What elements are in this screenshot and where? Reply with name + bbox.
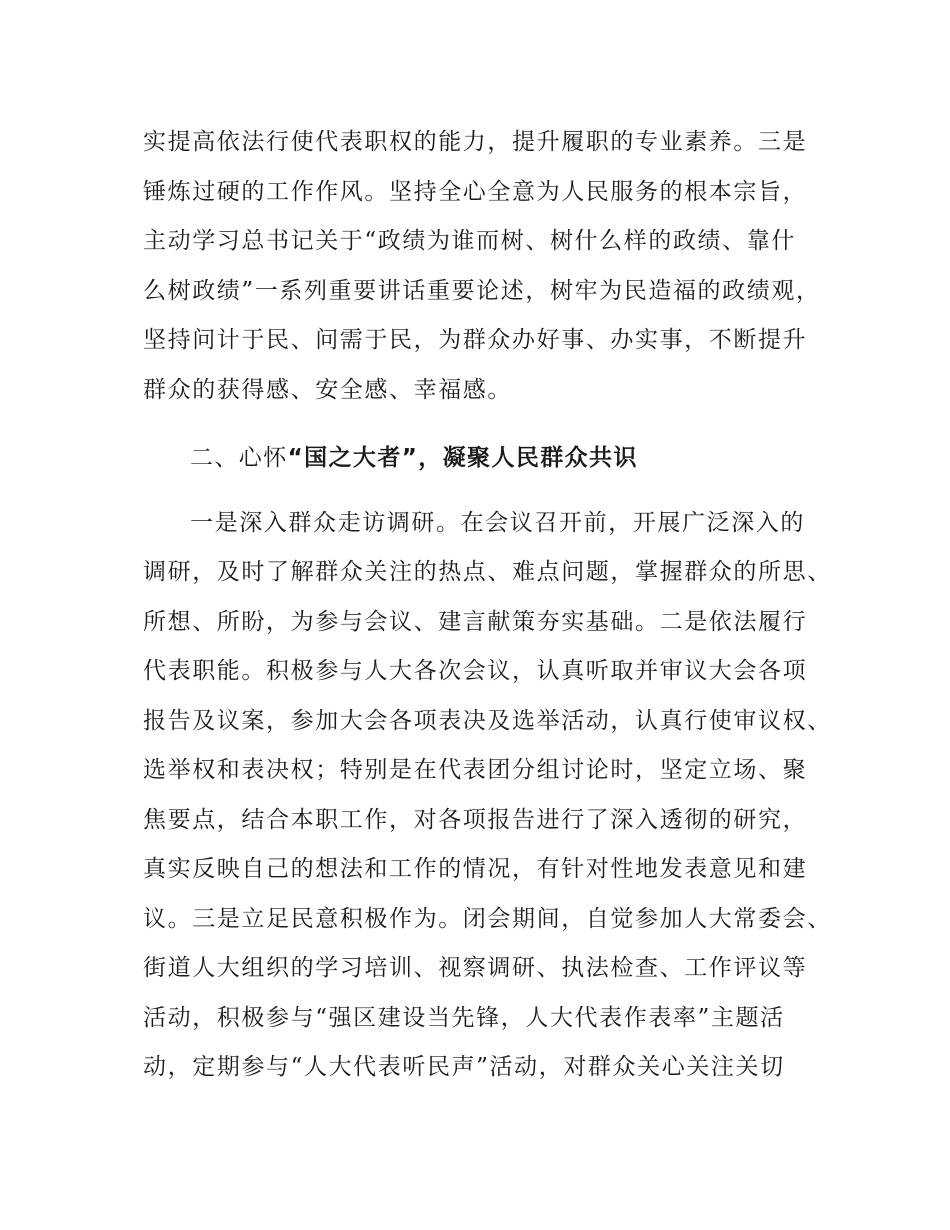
- paragraph2-line-1: 一是深入群众走访调研。在会议召开前，开展广泛深入的: [190, 510, 805, 536]
- paragraph2-line-2: 调研，及时了解群众关注的热点、难点问题，掌握群众的所思、: [143, 559, 832, 585]
- paragraph2-line-6: 选举权和表决权；特别是在代表团分组讨论时，坚定立场、聚: [143, 757, 808, 783]
- section-heading: [190, 443, 638, 473]
- paragraph2-line-12: 动，定期参与“人大代表听民声”活动，对群众关心关注关切: [143, 1054, 785, 1080]
- paragraph1-line-1: 实提高依法行使代表职权的能力，提升履职的专业素养。三是: [143, 129, 808, 155]
- paragraph2-line-11: 活动，积极参与“强区建设当先锋，人大代表作表率”主题活: [143, 1005, 785, 1031]
- paragraph2-line-4: 代表职能。积极参与人大各次会议，认真听取并审议大会各项: [143, 658, 808, 684]
- section-heading-bold: “国之大者”，凝聚人民群众共识: [287, 445, 638, 471]
- paragraph2-line-8: 真实反映自己的想法和工作的情况，有针对性地发表意见和建: [143, 856, 808, 882]
- paragraph1-line-5: 坚持问计于民、问需于民，为群众办好事、办实事，不断提升: [143, 327, 808, 353]
- paragraph1-line-3: 主动学习总书记关于“政绩为谁而树、树什么样的政绩、靠什: [143, 228, 796, 254]
- paragraph2-line-9: 议。三是立足民意积极作为。闭会期间，自觉参加人大常委会、: [143, 906, 832, 932]
- paragraph1-line-4: 么树政绩”一系列重要讲话重要论述，树牢为民造福的政绩观，: [143, 278, 821, 304]
- paragraph2-line-5: 报告及议案，参加大会各项表决及选举活动，认真行使审议权、: [143, 708, 832, 734]
- paragraph2-line-3: 所想、所盼，为参与会议、建言献策夯实基础。二是依法履行: [143, 609, 808, 635]
- paragraph1-line-2: 锤炼过硬的工作作风。坚持全心全意为人民服务的根本宗旨，: [143, 179, 808, 205]
- paragraph1-line-6: 群众的获得感、安全感、幸福感。: [143, 377, 512, 403]
- paragraph2-line-7: 焦要点，结合本职工作，对各项报告进行了深入透彻的研究，: [143, 807, 808, 833]
- paragraph2-line-10: 街道人大组织的学习培训、视察调研、执法检查、工作评议等: [143, 955, 808, 981]
- section-heading-prefix: 二、心怀: [190, 445, 288, 471]
